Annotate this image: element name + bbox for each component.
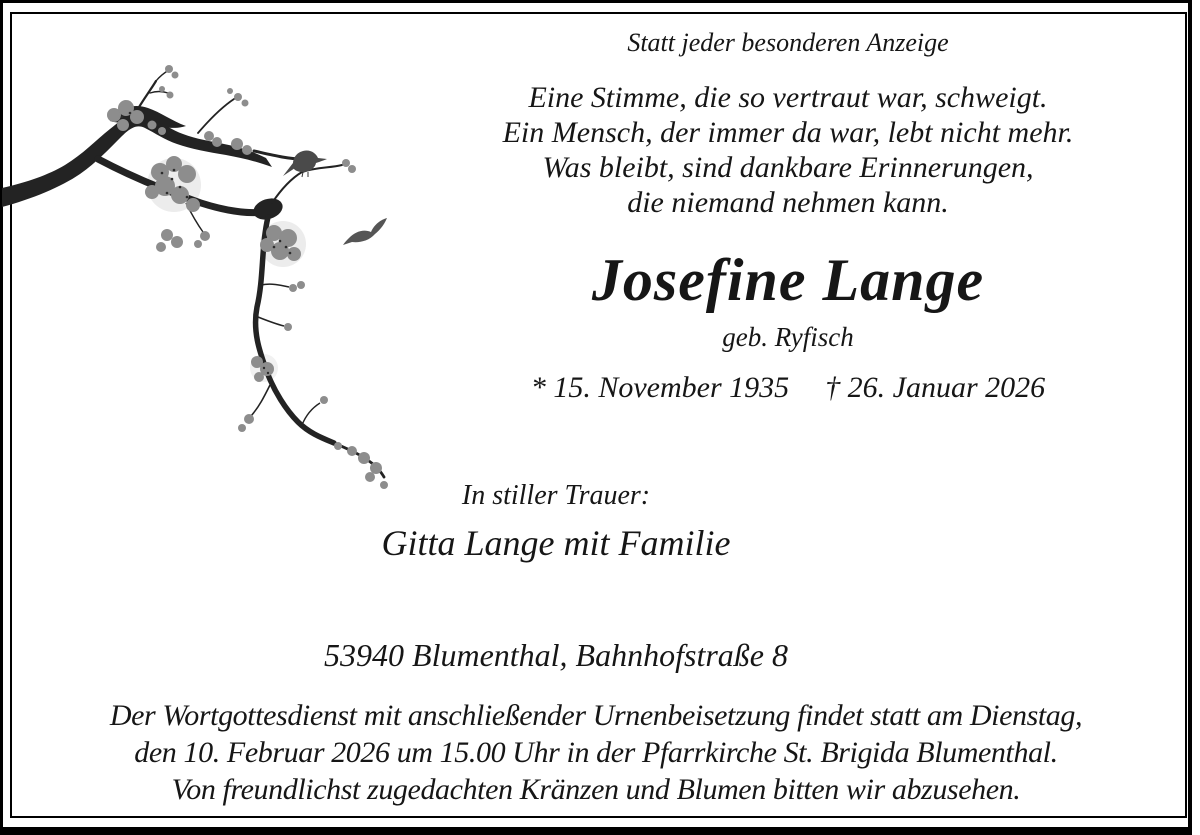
deceased-name: Josefine Lange <box>591 247 985 313</box>
mourning-block <box>36 480 1076 564</box>
service-line: Der Wortgottesdienst mit anschließender Urnenbeisetzung findet statt am Dienstag, <box>109 699 1083 732</box>
poem-line: Ein Mensch, der immer da war, lebt nicht mehr. <box>502 116 1074 149</box>
birth-date: * 15. November 1935 <box>530 371 790 404</box>
memorial-poem <box>384 80 1192 220</box>
poem-line: Eine Stimme, die so vertraut war, schweigt. <box>528 81 1048 114</box>
mourning-family: Gitta Lange mit Familie <box>381 523 731 563</box>
poem-line: die niemand nehmen kann. <box>627 186 949 219</box>
service-line: den 10. Februar 2026 um 15.00 Uhr in der Pfarrkirche St. Brigida Blumenthal. <box>134 736 1058 769</box>
poem-line: Was bleibt, sind dankbare Erinnerungen, <box>542 151 1034 184</box>
life-dates <box>384 371 1192 405</box>
mourning-intro: In stiller Trauer: <box>461 480 651 511</box>
service-details <box>20 697 1172 808</box>
mourning-address: 53940 Blumenthal, Bahnhofstraße 8 <box>324 637 788 673</box>
maiden-name: geb. Ryfisch <box>722 322 854 352</box>
service-line: Von freundlichst zugedachten Kränzen und Blumen bitten wir abzusehen. <box>171 773 1021 806</box>
header-note: Statt jeder besonderen Anzeige <box>627 28 949 57</box>
flying-bird-icon <box>343 218 387 245</box>
death-date: † 26. Januar 2026 <box>825 371 1046 404</box>
top-text-block <box>384 0 1192 405</box>
perched-bird-icon <box>283 150 327 177</box>
blossom-branch-illustration <box>2 55 402 525</box>
